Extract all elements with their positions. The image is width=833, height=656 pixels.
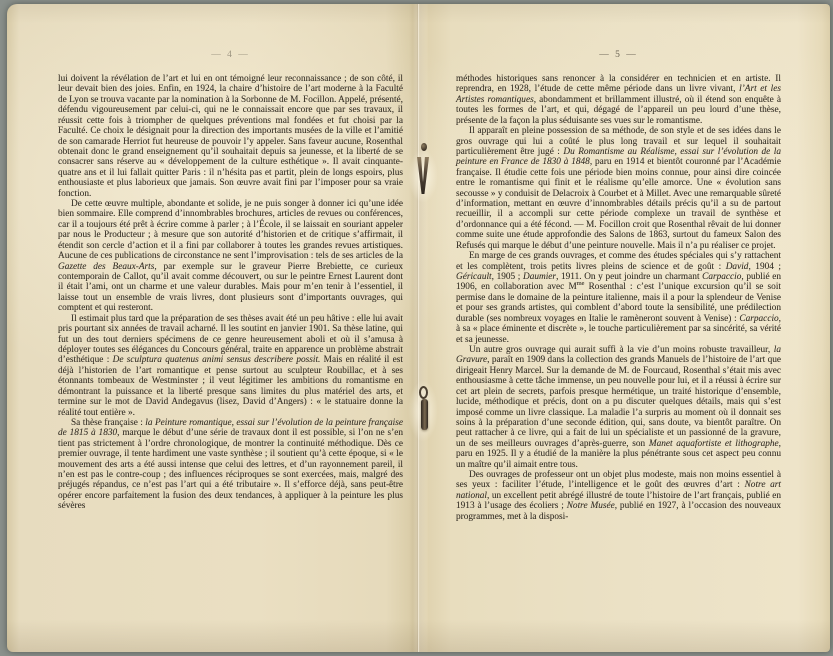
page-4-paragraph-2: De cette œuvre multiple, abondante et solide, je ne puis songer à donner ici qu’une idée bien sommaire. Elle comprend d’innombrables brochures, articles de revues ou conférences, car il a toujours été prêt à écrire comme à parler ; à l’École, il se laissait en souriant appeler par nous le Producteur ; à mesure que son autorité d’historien et de critique s’affirmait, il étendit son cercle d’action et il a fini par collaborer à toutes les grandes revues artistiques. Aucune de ces publications de circonstance ne sent l’improvisation : tels de ses articles de la Gazette des Beaux-Arts, par exemple sur le graveur Pierre Brebiette, ce curieux contemporain de Callot, qu’il avait comme découvert, ou sur le peintre Ernest Laurent dont il était l’ami, ont un charme et une valeur durables. Mais pour m’en tenir à l’essentiel, il laisse tout un ensemble de vrais livres, dont plusieurs sont d’importants ouvrages, qui comptent et qui resteront. — [58, 199, 403, 314]
page-5-paragraph-5: Des ouvrages de professeur ont un objet plus modeste, mais non moins essentiel à ses yeux : faciliter l’étude, l’intelligence et le goût des œuvres d’art : Notre art national, un excellent petit abrégé illustré de toute l’histoire de l’art français, publié en 1913 à l’usage des écoliers ; Notre Musée, publié en 1927, à l’occasion des nouveaux programmes, met à la disposi- — [456, 470, 781, 522]
page-4-paragraph-3: Il estimait plus tard que la préparation de ses thèses avait été un peu hâtive : elle lui avait pris pourtant six années de travail acharné. Il les soutint en janvier 1901. Sa thèse latine, qui fut un des tout derniers spécimens de ce genre heureusement aboli et où il s’amusa à déployer toutes ses élégances du Concours général, traite en apparence un problème abstrait d’esthétique : De sculptura quatenus animi sensus describere possit. Mais en réalité il est déjà l’historien de l’art romantique et pense surtout au sculpteur Roubillac, et à ses étonnants tombeaux de Westminster ; il veut légitimer les ambitions du romantisme en démontrant la puissance et la liberté presque sans limites du plus matériel des arts, et termine sur le mot de David Andegavus (lisez, David d’Angers) : « le statuaire donne la réalité tout entière ». — [58, 313, 403, 418]
page-4-number: — 4 — — [211, 50, 250, 60]
page-5-text — [456, 74, 781, 522]
staple-top-halo — [408, 149, 438, 203]
staple-bottom-loop — [419, 386, 428, 399]
page-5-paragraph-4: Un autre gros ouvrage qui aurait suffi à la vie d’un moins robuste travailleur, la Gravure, paraît en 1909 dans la collection des grands Manuels de l’histoire de l’art que dirigeait Henry Marcel. Sur la demande de M. de Fourcaud, Rosenthal s’était mis avec enthousiasme à cette tâche immense, un peu nouvelle pour lui, et il a réussi à écrire sur cet art plein de secrets, parfois presque hermétique, un traité historique d’ensemble, lucide, méthodique et précis, dont on a pu discuter quelques détails, mais qui s’est imposé comme un livre classique. La maladie l’a surpris au moment où il donnait ses soins à la préparation d’une seconde édition, qui, sans doute, va bientôt paraître. On peut rattacher à ce livre, qui a fait de lui un spécialiste et un passionné de la gravure, un de ses meilleurs ouvrages d’après-guerre, son Manet aquafortiste et lithographe, paru en 1925. Il y a étudié de la manière la plus pénétrante sous cet aspect peu connu un maître qu’il aimait entre tous. — [456, 344, 781, 470]
gutter-crease — [409, 4, 427, 652]
page-5-paragraph-1: méthodes historiques sans renoncer à la considérer en technicien et en artiste. Il reprendra, en 1928, l’étude de cette même période dans un livre vivant, l’Art et les Artistes romantiques, abondamment et brillamment illustré, où il étend son enquête à toutes les formes de l’art, et qui, dégagé de l’appareil un peu lourd d’une thèse, présente de la façon la plus séduisante ses vues sur le romantisme. — [456, 74, 782, 126]
page-5 — [456, 4, 781, 652]
page-5-paragraph-2: Il apparaît en pleine possession de sa méthode, de son style et de ses idées dans le gros ouvrage qui lui a coûté le plus long travail et sur lequel il souhaitait particulièrement être jugé : Du Romantisme au Réalisme, essai sur l’évolution de la peinture en France de 1830 à 1848, paru en 1914 et bientôt couronné par l’Académie française. Il étudie cette fois une période bien moins connue, pour ainsi dire coincée entre le romantisme qui finit et le réalisme qu’elle amorce. Une « évolution sans secousse » y conduisit de Delacroix à Courbet et à Millet. Avec une remarquable sûreté d’information, mettant en œuvre d’innombrables détails précis qu’il a su de partout recueillir, il a accompli sur cette période complexe un travail de synthèse et d’ordonnance qui a été fécond. — M. Focillon croit que Rosenthal rêvait de lui donner comme suite une étude approfondie des Salons de 1863, surtout du fameux Salon des Refusés qui marque le début d’une peinture nouvelle. Mais il n’a pu réaliser ce projet. — [456, 126, 781, 251]
page-4-text — [58, 74, 403, 512]
page-4-paragraph-1: lui doivent la révélation de l’art et lui en ont témoigné leur reconnaissance ; de son côté, il leur devait bien des joies. Enfin, en 1924, la chaire d’histoire de l’art moderne à la Faculté de Lyon se trouva vacante par la nomination à la Sorbonne de M. Focillon. Appelé, présenté, défendu vigoureusement par celui-ci, qui ne le connaissait encore que par ses travaux, il réussit cette fois à triompher de quelques préventions mal fondées et fut choisi par la Faculté. Ce choix le désignait pour la direction des importants musées de la ville et l’amitié de son camarade Herriot fut heureuse de pouvoir l’y appeler. Sans faveur aucune, Rosenthal obtenait donc le grand enseignement qu’il souhaitait depuis sa jeunesse, et la liberté de se consacrer sans réserve au « développement de la culture esthétique ». Il avait cinquante-quatre ans et il lui fallait quitter Paris : il n’hésita pas et partit, plein de longs espoirs, plus enthousiaste et plus laborieux que jamais. Son œuvre avait fini par l’imposer pour sa vraie fonction. — [58, 74, 403, 199]
page-5-paragraph-3: En marge de ces grands ouvrages, et comme des études spéciales qui s’y rattachent et les complètent, trois petits livres pleins de science et de goût : David, 1904 ; Géricault, 1905 ; Daumier, 1911. On y peut joindre un charmant Carpaccio, publié en 1906, en collaboration avec $M^{me}$ Rosenthal : c’est l’unique excursion qu’il se soit permise dans le domaine de la peinture italienne, mais il a pour la splendeur de Venise et pour ses grands artistes, qui comblent d’abord toute la sensibilité, une prédilection durable (ses nombreux voyages en Italie le ramèneront souvent à Venise) : Carpaccio, à sa « place éminente et discrète », le touche particulièrement par sa sincérité, sa vérité et sa jeunesse. — [456, 251, 781, 345]
book-spread — [7, 4, 830, 652]
page-4 — [58, 4, 403, 652]
page-5-number: — 5 — — [599, 50, 638, 60]
staple-bottom — [421, 399, 428, 430]
page-4-paragraph-4: Sa thèse française : la Peinture romantique, essai sur l’évolution de la peinture française de 1815 à 1830, marque le début d’une série de travaux dont il est possible, si l’on ne s’en tient pas strictement à l’ordre chronologique, de montrer la continuité méthodique. Dès ce premier ouvrage, il tente hardiment une vaste synthèse ; il soutient qu’à cette époque, si « le mouvement des arts a été aussi intense que celui des lettres, et d’un rayonnement pareil, il n’en est pas le contre-coup ; des influences réciproques se sont exercées, mais, malgré des préjugés répandus, ce n’est pas l’art qui a été tributaire ». Il s’efforce déjà, sans peut-être opérer encore parfaitement la fusion des deux tendances, à appliquer à la peinture les plus sévères — [58, 417, 404, 512]
staple-top-prong — [421, 143, 427, 151]
